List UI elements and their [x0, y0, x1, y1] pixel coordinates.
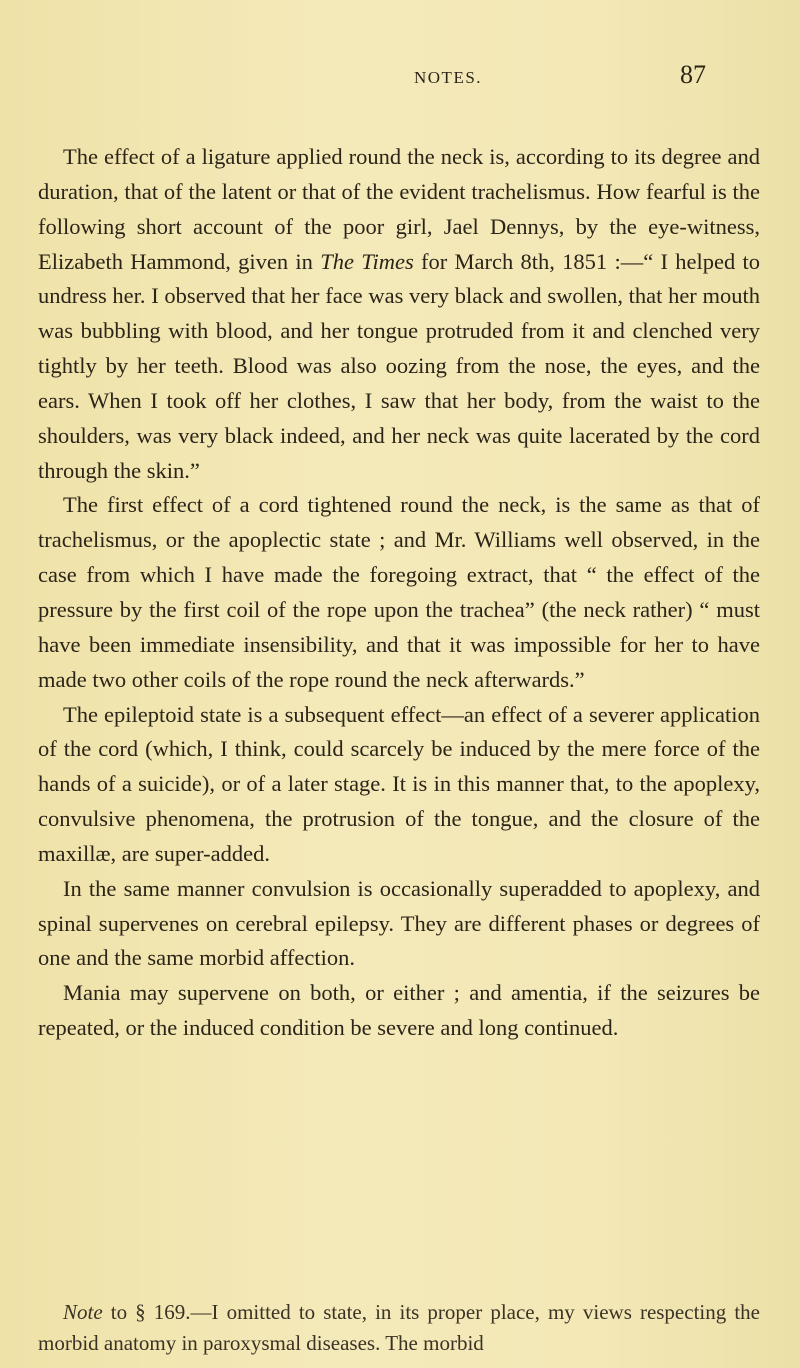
paragraph-ligature-part-2: for March 8th, 1851 :—“ I helped to undress her. I observed that her face was very black and swollen, that her mouth was bubbling with blood, and her tongue protruded from it and clenched very tightly by her teeth. Blood was also oozing from the nose, the eyes, and the ears. When I took off her clothes, I saw that her body, from the waist to the shoulders, was very black indeed, and her neck was quite lacerated by the cord through the skin.”: [38, 248, 761, 483]
note-section: [38, 1297, 760, 1359]
paragraph-convulsion: In the same manner convulsion is occasionally superadded to apoplexy, and spinal supervenes on cerebral epilepsy. They are different phases or degrees of one and the same morbid affection.: [38, 875, 760, 971]
paragraph-mania: Mania may supervene on both, or either ; and amentia, if the seizures be repeated, or the induced condition be severe and long continued.: [38, 980, 760, 1041]
paragraph-ligature: [38, 140, 760, 488]
note-paragraph: [38, 1297, 760, 1359]
paragraph-first-effect: The first effect of a cord tightened round the neck, is the same as that of trachelismus, or the apoplectic state ; and Mr. Williams well observed, in the case from which I have made the foregoing extract, that “ the effect of the pressure by the first coil of the rope upon the trachea” (the neck rather) “ must have been immediate insensibility, and that it was impossible for her to have made two other coils of the rope round the neck afterwards.”: [38, 492, 760, 692]
paragraph-epileptoid: The epileptoid state is a subsequent effect—an effect of a severer application of the cord (which, I think, could scarcely be induced by the mere force of the hands of a suicide), or of a later stage. It is in this manner that, to the apoplexy, convulsive phenomena, the protrusion of the tongue, and the closure of the maxillæ, are super-added.: [38, 701, 760, 866]
paragraph-ligature-part-1: The effect of a ligature applied round the neck is, according to its degree and duration, that of the latent or that of the evident trachelismus. How fearful is the following short account of the poor girl, Jael Dennys, by the eye-witness, Elizabeth Hammond, given in: [38, 144, 760, 274]
running-head: NOTES.: [414, 68, 483, 87]
page-number: 87: [680, 60, 706, 89]
main-text: [38, 140, 760, 1046]
page-header: [0, 60, 800, 100]
note-text: to § 169.—I omitted to state, in its proper place, my views respecting the morbid anatomy in paroxysmal diseases. The morbid: [38, 1300, 760, 1355]
note-label: Note: [63, 1300, 103, 1324]
newspaper-title: The Times: [320, 248, 414, 274]
